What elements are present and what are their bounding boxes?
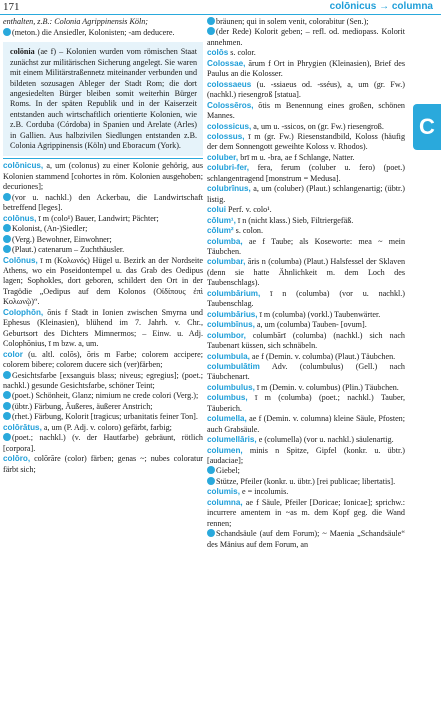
entry-definition: Giebel;: [216, 466, 240, 476]
headword: colubrīnus,: [207, 184, 251, 194]
headword: cōlum¹,: [207, 215, 236, 225]
entry-definition: ī m (gr. Fw.) Riesenstandbild, Koloss (häufig der dem Sonnengott geweihte Koloss v. Rhodos).: [207, 131, 405, 152]
dictionary-entry: [207, 352, 405, 362]
dictionary-entry: [207, 529, 405, 550]
dictionary-entry: [207, 466, 405, 476]
entry-definition: columbārī (columba) (nachkl.) sich nach Taubenart küssen, sich schnäbeln.: [207, 330, 405, 351]
divider: [3, 158, 203, 159]
entry-text: enthalten, z.B.: Colonia Agrippinensis Köln;: [3, 17, 148, 26]
entry-text: (meton.) die Ansiedler, Kolonisten; -am deducere.: [3, 28, 203, 38]
dictionary-entry: [207, 477, 405, 487]
dictionary-entry: [3, 214, 203, 224]
dictionary-entry: [207, 446, 405, 467]
sense-number-icon: [3, 235, 11, 243]
dictionary-entry: [207, 289, 405, 310]
dictionary-entry: [3, 350, 203, 371]
entry-list: [3, 161, 203, 475]
headword: columba,: [207, 236, 243, 246]
dictionary-entry: [3, 224, 203, 234]
entry-definition: e = incolumis.: [242, 487, 289, 497]
entry-definition: minis n Spitze, Gipfel (konkr. u. übtr.) [audaciae];: [207, 445, 405, 466]
headword: coluber,: [207, 152, 239, 162]
entry-definition: ae f (Demin. v. columba) (Plaut.) Täubchen.: [251, 351, 396, 361]
entry-definition: a, um (coluber) (Plaut.) schlangenartig; (übtr.) listig.: [207, 184, 405, 204]
dictionary-entry: [207, 320, 405, 330]
sense-number-icon: [3, 433, 11, 441]
dictionary-entry: [207, 435, 405, 445]
headword: columbulus,: [207, 382, 255, 392]
headword: colubri-fer,: [207, 163, 249, 173]
entry-definition: Stütze, Pfeiler (konkr. u. übtr.) [rei publicae; libertatis].: [216, 476, 396, 486]
headword: colōro,: [3, 454, 31, 464]
dictionary-entry: [207, 184, 405, 205]
entry-definition: s. colon.: [235, 226, 263, 236]
info-box-text: (ae f) – Kolonien wurden vom römischen Staat zunächst zur militärischen Sicherung angelegt. Sie waren mit einem Militärstraßennetz miteinander verbunden und bildeten sozusagen Ableger der Stadt Rom; die dort angesiedelten Bürger bleiben somit weiterhin Bürger Roms. In der späten Republik und in der Kaiserzeit entstanden auch wirtschaftlich orientierte Kolonien, wie z.B. Corduba (Córdoba) in Spanien und Arelate (Arles) in Gallien. Aus halbzivilen Siedlungen entstanden z.B. Colonia Agrippinensis (Köln) und Eboracum (York).: [10, 47, 197, 151]
sense-number-icon: [207, 477, 215, 485]
headword: columbar,: [207, 257, 246, 267]
entry-definition: fera, ferum (coluber u. fero) (poet.) schlangentragend [monstrum = Medusa].: [207, 163, 405, 183]
dictionary-entry: [207, 362, 405, 383]
letter-tab: C: [413, 104, 441, 150]
info-box-headword: colōnia: [10, 47, 35, 57]
headword: colossus,: [207, 131, 245, 141]
entry-definition: āris n (columba) (Plaut.) Halsfessel der Sklaven (denn sie hatte Ähnlichkeit m. dem Loch des Taubenschlags).: [207, 257, 405, 288]
dictionary-entry: [207, 80, 405, 101]
entry-definition: (Plaut.) catenarum – Zuchthäusler.: [12, 245, 125, 255]
right-column: [207, 17, 405, 717]
entry-definition: (u. altl. colōs), ōris m Farbe; colorem accipere; colorem bibere; colorem ducere sich (ver)färben;: [3, 349, 203, 370]
headword: columna,: [207, 497, 243, 507]
sense-number-icon: [3, 402, 11, 410]
sense-number-icon: [3, 391, 11, 399]
dictionary-entry: [207, 487, 405, 497]
dictionary-entry: [207, 498, 405, 529]
info-box: [3, 42, 203, 156]
entry-definition: (rhet.) Färbung, Kolorit [tragicus; urbanitatis feiner Ton].: [12, 412, 198, 422]
headword: columbulātim: [207, 361, 260, 371]
dictionary-entry: [207, 393, 405, 414]
entry-definition: Adv. (columbulus) (Gell.) nach Täubchenart.: [207, 361, 405, 382]
entry-definition: ī m (columba) (vorkl.) Taubenwärter.: [259, 309, 381, 319]
dictionary-entry: [207, 216, 405, 226]
headword: Colophōn,: [3, 307, 44, 317]
headword: columbārium,: [207, 288, 261, 298]
entry-definition: colōrāre (color) färben; genas ~; nubes coloratur färbt sich;: [3, 454, 203, 474]
dictionary-entry: [3, 454, 203, 475]
page-number: 171: [3, 1, 20, 13]
dictionary-entry: [207, 163, 405, 184]
headword: columis,: [207, 487, 240, 497]
dictionary-entry: [207, 122, 405, 132]
headword: columella,: [207, 414, 247, 424]
dictionary-entry: [207, 310, 405, 320]
dictionary-entry: [207, 237, 405, 258]
dictionary-entry: [3, 391, 203, 401]
entry-definition: ōtis m Benennung eines großen, schönen Mannes.: [207, 100, 405, 121]
entry-definition: ī m (colo¹) Bauer, Landwirt; Pächter;: [38, 213, 159, 223]
headword: colōnus,: [3, 213, 37, 223]
dictionary-entry: [3, 256, 203, 308]
headword: colossicus,: [207, 121, 252, 131]
entry-definition: s. color.: [230, 48, 256, 58]
sense-number-icon: [3, 28, 11, 36]
entry-definition: (vor u. nachkl.) den Ackerbau, die Landwirtschaft betreffend [leges].: [3, 192, 203, 213]
dictionary-entry: [3, 235, 203, 245]
dictionary-entry: [207, 27, 405, 48]
entry-definition: a, um (colonus) zu einer Kolonie gehörig, aus Kolonien stammend [cohortes in röm. Kolonien ausgehoben; decuriones];: [3, 161, 203, 192]
entry-definition: (u. -ssiaeus od. -sséus), a, um (gr. Fw.) (nachkl.) riesengroß [statua].: [207, 79, 405, 100]
dictionary-entry: [207, 383, 405, 393]
dictionary-entry: [207, 48, 405, 58]
headword: colui: [207, 205, 226, 215]
headword: colōs: [207, 48, 229, 58]
dictionary-entry: [207, 226, 405, 236]
entry-definition: ōnis f Stadt in Ionien zwischen Smyrna und Ephesus (Kleinasien), blühend im 7. Jahrh. v. Chr., Geburtsort des Dichters Mimnermos; – Einw. u. Adj. Colophōnius, ī m bzw. a, um.: [3, 307, 203, 349]
entry-definition: (übtr.) Färbung, Äußeres, äußerer Anstrich;: [12, 401, 153, 411]
dictionary-entry: [3, 412, 203, 422]
page-header: [0, 0, 441, 15]
dictionary-entry: [3, 371, 203, 392]
sense-number-icon: [3, 371, 11, 379]
headword: colōrātus,: [3, 422, 42, 432]
dictionary-entry: [3, 402, 203, 412]
dictionary-entry: [207, 101, 405, 122]
entry-definition: Perf. v. colo¹.: [228, 205, 272, 215]
dictionary-entry: [207, 17, 405, 27]
entry-definition: bräunen; qui in solem venit, colorabitur (Sen.);: [216, 17, 369, 26]
headword: Colōnus,: [3, 255, 38, 265]
entry-definition: a, um (columba) Tauben- [ovum].: [256, 320, 367, 330]
entry-definition: (Verg.) Bewohner, Einwohner;: [12, 234, 112, 244]
entry-definition: (poet.; nachkl.) (v. der Hautfarbe) gebräunt, rötlich [corpora].: [3, 433, 203, 453]
headword: colossaeus: [207, 79, 252, 89]
dictionary-entry: [207, 132, 405, 153]
entry-definition: (der Rede) Kolorit geben; – refl. od. mediopass. Kolorit annehmen.: [207, 27, 405, 47]
entry-definition: a, um (P. Adj. v. coloro) gefärbt, farbig;: [43, 422, 172, 432]
entry-definition: Schandsäule (auf dem Forum); ~ Maenia „Schandsäule“ des Mänius auf dem Forum, an: [207, 529, 405, 549]
headword: cōlum²: [207, 226, 234, 236]
sense-number-icon: [3, 412, 11, 420]
dictionary-entry: [3, 245, 203, 255]
headword: columbīnus,: [207, 320, 255, 330]
entry-definition: Gesichtsfarbe [exsanguis blass; niveus; egregius]; (poet.; nachkl.) gesunde Gesichtsfarbe, schöner Teint;: [3, 370, 203, 390]
dictionary-entry: [3, 423, 203, 433]
headword: Colossēros,: [207, 100, 254, 110]
sense-number-icon: [207, 529, 215, 537]
headword: color: [3, 349, 23, 359]
dictionary-entry: [207, 205, 405, 215]
headword: columen,: [207, 445, 243, 455]
dictionary-entry: [3, 161, 203, 192]
entry-definition: ī n (columba) (vor u. nachkl.) Taubenschlag.: [207, 288, 405, 309]
sense-number-icon: [3, 245, 11, 253]
entry-definition: ae f Taube; als Koseworte: mea ~ mein Täubchen.: [207, 236, 405, 256]
entry-definition: Kolonist, (An-)Siedler;: [12, 224, 88, 234]
sense-number-icon: [207, 17, 215, 25]
dictionary-entry: [207, 257, 405, 288]
entry-definition: (poet.) Schönheit, Glanz; nimium ne crede colori (Verg.);: [12, 391, 199, 401]
dictionary-entry: [3, 193, 203, 214]
sense-number-icon: [3, 224, 11, 232]
entry-definition: ī m (columba) (poet.; nachkl.) Tauber, Täuberich.: [207, 393, 405, 413]
entry-definition: a, um u. -ssicos, on (gr. Fw.) riesengroß.: [253, 121, 384, 131]
entry-definition: ae f (Demin. v. columna) kleine Säule, Pfosten; auch Grabsäule.: [207, 414, 405, 434]
headword: colōnicus,: [3, 161, 44, 171]
entry-definition: ī n (nicht klass.) Sieb, Filtriergefäß.: [237, 215, 354, 225]
entry-definition: ārum f Ort in Phrygien (Kleinasien), Brief des Paulus an die Kolosser.: [207, 58, 405, 79]
headword: columbor,: [207, 330, 246, 340]
entry-definition: ī m (Κολωνός) Hügel u. Bezirk an der Nordseite Athens, wo ein Poseidontempel u. das Grab des Oedipus lagen; Sophokles, dort geboren, schildert den Ort in der Tragödie „Oedipus auf dem Kolonos (Οἰδίπους ἐπὶ Κολωνῷ)“.: [3, 255, 203, 307]
dictionary-entry: [207, 414, 405, 435]
headword: columbula,: [207, 351, 250, 361]
sense-number-icon: [207, 27, 215, 35]
entry-definition: ī m (Demin. v. columbus) (Plin.) Täubchen.: [256, 382, 399, 392]
left-column: [3, 17, 203, 717]
sense-number-icon: [207, 466, 215, 474]
page-range: colōnicus → columna: [329, 1, 433, 12]
entry-definition: e (columella) (vor u. nachkl.) säulenartig.: [258, 435, 394, 445]
entry-definition: brī m u. -bra, ae f Schlange, Natter.: [240, 152, 355, 162]
headword: columbus,: [207, 393, 248, 403]
dictionary-entry: [3, 308, 203, 350]
dictionary-entry: [3, 433, 203, 454]
entry-list: [207, 17, 405, 550]
dictionary-entry: [207, 331, 405, 352]
headword: columellāris,: [207, 435, 257, 445]
dictionary-entry: [207, 153, 405, 163]
headword: Colossae,: [207, 58, 246, 68]
sense-number-icon: [3, 193, 11, 201]
headword: columbārius,: [207, 309, 258, 319]
dictionary-entry: [207, 59, 405, 80]
entry-definition: ae f Säule, Pfeiler [Doricae; Ionicae]; sprichw.: incurrere amentem in ~as m. dem Kopf geg. die Wand rennen;: [207, 497, 405, 528]
